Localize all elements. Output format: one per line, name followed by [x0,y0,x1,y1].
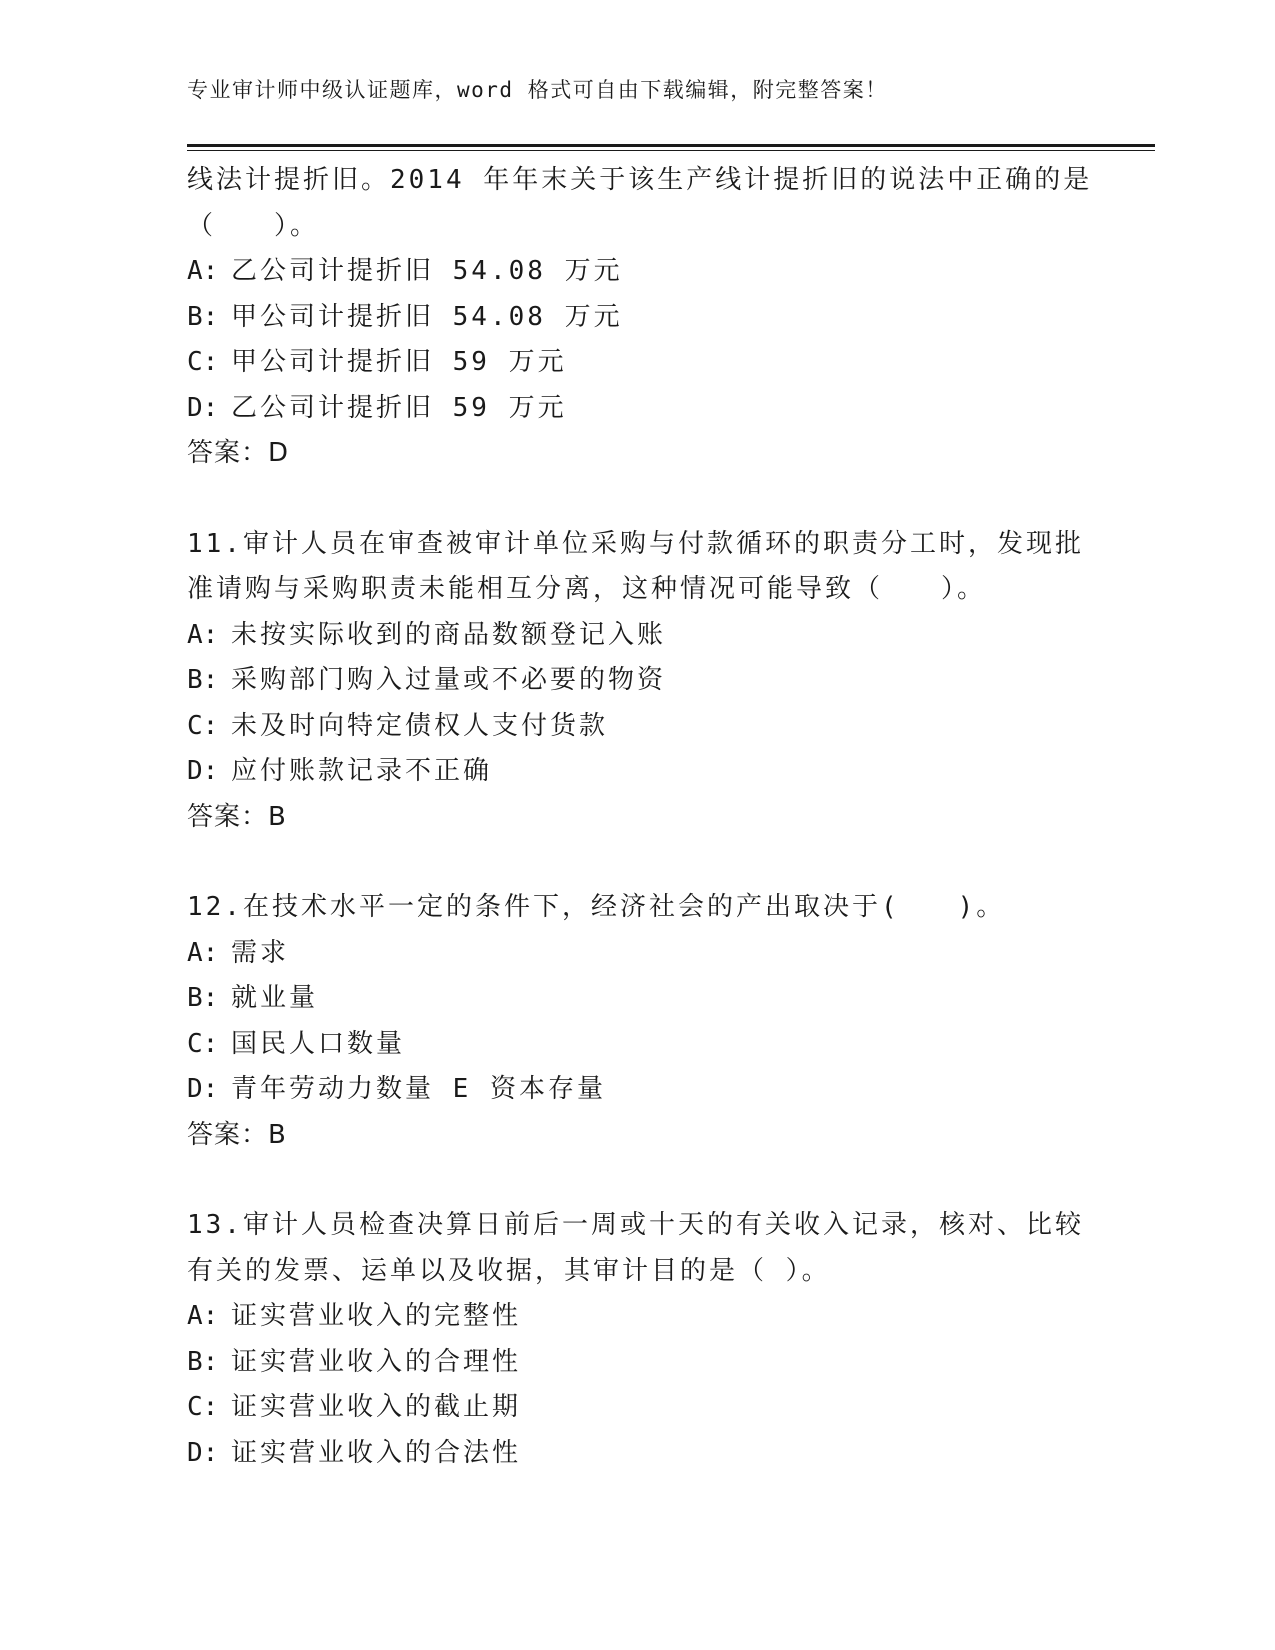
option-text: 证实营业收入的合法性 [231,1437,522,1468]
option-a [187,249,1087,295]
question-text-line: 12.在技术水平一定的条件下，经济社会的产出取决于( )。 [187,892,1006,922]
option-text: 国民人口数量 [231,1028,406,1059]
option-text: 乙公司计提折旧 54.08 万元 [231,256,623,286]
option-c [187,704,1087,750]
option-text: 未及时向特定债权人支付货款 [231,710,609,741]
answer-label: 答案：B [187,1119,287,1150]
option-text: 应付账款记录不正确 [231,756,493,786]
answer-label: 答案：D [187,438,290,468]
header-rule-thick [187,144,1155,147]
option-letter: B: [187,1346,219,1377]
option-a [187,613,1087,659]
option-letter: A: [187,937,219,968]
option-text: 甲公司计提折旧 59 万元 [231,347,567,377]
option-text: 证实营业收入的合理性 [231,1346,522,1377]
option-c [187,1385,1087,1431]
option-a [187,931,1087,977]
option-d [187,749,1087,795]
option-text: 甲公司计提折旧 54.08 万元 [231,301,623,332]
option-c [187,340,1087,386]
question-text-line: 11.审计人员在审查被审计单位采购与付款循环的职责分工时，发现批 [187,528,1084,559]
option-letter: C: [187,710,219,741]
answer-label: 答案：B [187,801,287,832]
option-letter: B: [187,983,219,1013]
option-letter: D: [187,1437,219,1468]
option-text: 证实营业收入的完整性 [231,1301,522,1331]
option-text: 青年劳动力数量 E 资本存量 [231,1074,606,1104]
option-letter: D: [187,1074,219,1104]
option-letter: C: [187,1392,219,1422]
option-b [187,658,1087,704]
option-letter: C: [187,347,219,377]
option-letter: D: [187,756,219,786]
option-text: 乙公司计提折旧 59 万元 [231,392,567,423]
question-content [187,158,1093,1476]
option-b [187,976,1087,1022]
option-b [187,295,1087,341]
question-10 [187,158,1093,477]
question-text-line: 13.审计人员检查决算日前后一周或十天的有关收入记录，核对、比较 [187,1210,1084,1240]
question-text-line: 有关的发票、运单以及收据，其审计目的是（ ）。 [187,1255,831,1286]
option-a [187,1294,1087,1340]
option-letter: C: [187,1028,219,1059]
page-header: 专业审计师中级认证题库，word 格式可自由下载编辑，附完整答案！ [187,78,888,102]
option-letter: D: [187,392,219,423]
option-letter: B: [187,665,219,695]
option-letter: A: [187,1301,219,1331]
option-d [187,1067,1087,1113]
header-rule-thin [187,150,1155,151]
option-letter: B: [187,301,219,332]
question-text-line: 准请购与采购职责未能相互分离，这种情况可能导致（ ）。 [187,574,987,604]
question-12 [187,885,1087,1158]
question-13 [187,1203,1087,1476]
option-c [187,1022,1087,1068]
question-text-line: （ ）。 [187,210,320,241]
option-text: 需求 [231,937,290,968]
option-d [187,1431,1087,1477]
option-text: 就业量 [231,983,319,1013]
option-letter: A: [187,619,219,650]
option-b [187,1340,1087,1386]
option-letter: A: [187,256,219,286]
option-text: 未按实际收到的商品数额登记入账 [231,619,667,650]
option-text: 采购部门购入过量或不必要的物资 [231,665,667,695]
option-text: 证实营业收入的截止期 [231,1392,522,1422]
option-d [187,386,1087,432]
question-11 [187,522,1087,841]
question-text-line: 线法计提折旧。2014 年年末关于该生产线计提折旧的说法中正确的是 [187,165,1093,195]
